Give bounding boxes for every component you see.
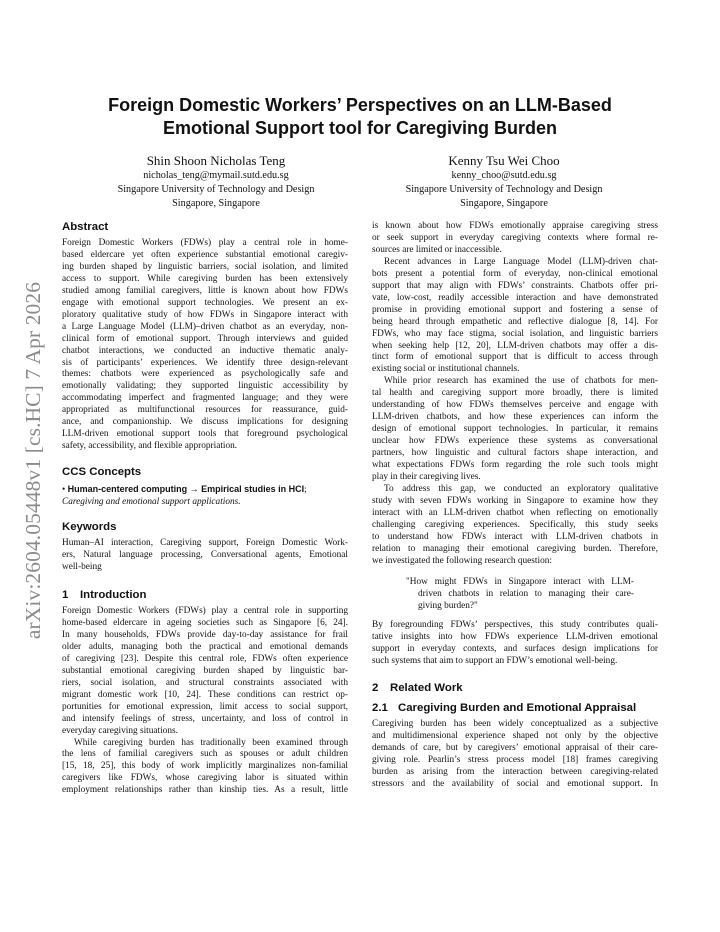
text-line: relation to managing their emotional caregiving burden. Therefore, (372, 543, 658, 554)
text-line: support that may align with FDWs’ constraints. Chatbots offer pri- (372, 280, 658, 291)
text-line: older adults, managing both the practical and emotional demands (62, 641, 348, 652)
research-question-quote (372, 576, 658, 612)
text-line: such systems that aim to support an FDW’s emotional well-being. (372, 655, 618, 666)
text-line: the lens of familial caregivers such as spouses or adult children (62, 749, 348, 760)
text-line: FDWs, who may face stigma, social isolation, and linguistic barriers (372, 328, 658, 339)
text-line: of caregiving [23]. Despite this central role, FDWs often experience (62, 653, 348, 664)
text-line: substantial emotional caregiving burden shaped by linguistic bar- (62, 665, 348, 676)
text-line: access to support. While caregiving burden has been extensively (62, 273, 348, 284)
text-line: tative insights into how FDWs experience LLM-driven emotional (372, 631, 658, 642)
text-line: caregivers like FDWs, whose caregiving labor is situated within (62, 773, 348, 784)
author-name: Kenny Tsu Wei Choo (448, 153, 560, 168)
section-title: Related Work (390, 682, 463, 695)
text-line: themes: chatbots were experienced as psychologically safe and (62, 369, 348, 380)
text-line: giving burden?" (418, 600, 478, 611)
text-line: challenging caregiving experiences. Specifically, this study seeks (372, 519, 658, 530)
author-email: nicholas_teng@mymail.sutd.edu.sg (143, 170, 289, 181)
ccs-concept-line (62, 483, 348, 496)
text-line: portunities for emotional expression, limit access to social support, (62, 701, 348, 712)
text-line: promise in providing emotional support and fostering a sense of (372, 304, 658, 315)
text-line: ance, and companionship. We discuss implications for designing (62, 417, 348, 428)
abstract-heading: Abstract (62, 221, 109, 233)
right-column (372, 221, 658, 791)
text-line: home-based eldercare in ageing societies such as Singapore [6, 24]. (62, 617, 348, 628)
section-number: 2 (372, 682, 379, 695)
abstract-body (62, 238, 348, 453)
text-line: existing social or institutional channels. (372, 364, 520, 375)
text-line: play in their caregiving lives. (372, 472, 481, 483)
text-line: what expectations FDWs form regarding the role such tools might (372, 460, 658, 471)
text-line: appropriated as multifunctional resources for reassurance, guid- (62, 405, 348, 416)
intro-paragraph-3 (372, 257, 658, 377)
intro-paragraph-4 (372, 376, 658, 484)
text-line: being heard through empathetic and reflective dialogue [8, 14]. For (372, 316, 658, 327)
author-block-1 (76, 152, 356, 211)
section-heading-introduction (62, 588, 348, 602)
text-line: unclear how FDWs experience these systems as conversational (372, 436, 658, 447)
text-line: is known about how FDWs emotionally appraise caregiving stress (372, 221, 658, 231)
author-location: Singapore, Singapore (460, 198, 548, 209)
text-line: While prior research has examined the use of chatbots for men- (384, 376, 658, 387)
text-line: support in everyday contexts, and surfaces design implications for (372, 643, 658, 654)
text-line: LLM-driven emotional support tools that foreground psychological (62, 429, 348, 440)
title-line: Foreign Domestic Workers’ Perspectives on an LLM-Based (108, 95, 612, 115)
text-line: Caregiving burden has been widely conceptualized as a subjective (372, 719, 658, 730)
ccs-concept-leaf: Empirical studies in HCI (201, 484, 305, 495)
text-line: design of emotional support technologies. In particular, it remains (372, 424, 658, 435)
keywords-body (62, 538, 348, 574)
text-line: LLM-driven chatbots, and how these experiences can inform the (372, 412, 658, 423)
text-line: In many households, FDWs provide day-to-day assistance for frail (62, 629, 348, 640)
text-line: study with seven FDWs working in Singapore to examine how they (372, 495, 658, 506)
author-block-2 (364, 152, 644, 211)
arxiv-identifier-stamp (16, 240, 52, 680)
intro-paragraph-2 (62, 738, 348, 798)
text-line: partners, how linguistic and cultural factors shape interaction, and (372, 448, 658, 459)
subsection-heading-caregiving-burden (372, 701, 658, 715)
related-work-paragraph-1 (372, 719, 658, 791)
intro-paragraph-2-continued (372, 221, 658, 257)
ccs-concept-application: Caregiving and emotional support applications. (62, 497, 241, 508)
text-line: While caregiving burden has traditionally been examined through (74, 737, 348, 748)
text-line: Recent advances in Large Language Model (LLM)-driven chat- (384, 256, 658, 267)
text-line: sources are limited or inaccessible. (372, 244, 502, 255)
text-line: ers, Natural language processing, Conversational agents, Emotional (62, 550, 348, 561)
text-line: Foreign Domestic Workers (FDWs) play a central role in home- (62, 238, 348, 248)
subsection-title: Caregiving Burden and Emotional Appraisal (398, 702, 637, 715)
text-line: vate, low-cost, readily accessible interaction and have demonstrated (372, 292, 658, 303)
text-line: bots present a potential form of everyday, non-clinical emotional (372, 268, 658, 279)
text-line: tal health and caregiving support more broadly, there is limited (372, 388, 658, 399)
text-line: when seeking help [12, 20], LLM-driven chatbots may offer a dis- (372, 340, 658, 351)
text-line: ing burden shaped by linguistic barriers, social isolation, and limited (62, 261, 348, 272)
text-line: everyday caregiving situations. (62, 725, 178, 736)
section-heading-related-work (372, 681, 658, 695)
text-line: burden as arising from the interaction between caregiving-related (372, 767, 658, 778)
text-line: safety, accessibility, and flexible appropriation. (62, 441, 238, 452)
text-line: [15, 18, 25], this body of work implicitly marginalizes non-familial (62, 761, 348, 772)
text-line: employment relationships rather than kinship ties. As a result, little (62, 785, 348, 796)
text-line: we investigated the following research question: (372, 555, 552, 566)
ccs-concept-italic (62, 496, 348, 508)
arrow-glyph: → (189, 485, 199, 496)
paper-title (60, 94, 660, 140)
text-line: to understand how FDWs interact with LLM-driven chatbots in (372, 531, 658, 542)
author-affiliation: Singapore University of Technology and Design (117, 184, 315, 195)
text-line: Foreign Domestic Workers (FDWs) play a central role in supporting (62, 606, 348, 617)
author-affiliation: Singapore University of Technology and Design (405, 184, 603, 195)
author-name: Shin Shoon Nicholas Teng (146, 153, 286, 168)
section-number: 1 (62, 589, 69, 602)
text-line: studied among familial caregivers, little is known about how FDWs (62, 285, 348, 296)
text-line: migrant domestic work [10, 24]. These conditions can restrict op- (62, 689, 348, 700)
ccs-terminator: ; (304, 485, 307, 496)
text-line: tinct form of emotional support that is difficult to access through (372, 352, 658, 363)
author-email: kenny_choo@sutd.edu.sg (451, 170, 557, 181)
text-line: based eldercare yet often experience substantial emotional caregiv- (62, 249, 348, 260)
bullet-glyph: • (62, 485, 66, 496)
text-line: and intensify feelings of stress, uncertainty, and loss of control in (62, 713, 348, 724)
text-line: giving role. Pearlin’s stress process model [18] frames caregiving (372, 755, 658, 766)
arxiv-identifier-text: arXiv:2604.05448v1 [cs.HC] 7 Apr 2026 (21, 281, 46, 639)
text-line: understanding of how FDWs themselves perceive and engage with (372, 400, 658, 411)
text-line: clinical form of emotional support. Through interviews and guided (62, 333, 348, 344)
text-line: "How might FDWs in Singapore interact with LLM- (406, 576, 634, 587)
text-line: demands of care, but by caregivers’ emotional appraisal of their care- (372, 743, 658, 754)
author-location: Singapore, Singapore (172, 198, 260, 209)
section-title: Introduction (80, 589, 147, 602)
title-line: Emotional Support tool for Caregiving Burden (163, 118, 557, 138)
text-line: accommodating imperfect and fragmented language; and they were (62, 393, 348, 404)
text-line: By foregrounding FDWs’ perspectives, this study contributes quali- (372, 619, 658, 630)
text-line: or seek support in everyday caregiving contexts where formal re- (372, 232, 658, 243)
text-line: To address this gap, we conducted an exploratory qualitative (384, 483, 658, 494)
text-line: ploratory qualitative study of how FDWs in Singapore interact with (62, 309, 348, 320)
intro-paragraph-6 (372, 620, 658, 668)
intro-paragraph-5 (372, 484, 658, 568)
text-line: sis of participants’ experiences. We identify three design-relevant (62, 357, 348, 368)
intro-paragraph-1 (62, 606, 348, 737)
text-line: engage with emotional support technologies. We present an ex- (62, 297, 348, 308)
text-line: a Large Language Model (LLM)–driven chatbot as an everyday, non- (62, 321, 348, 332)
keywords-heading: Keywords (62, 521, 117, 534)
text-line: chatbot interactions, we conducted an inductive thematic analy- (62, 345, 348, 356)
text-line: interact with an LLM-driven chatbot when reflecting on emotionally (372, 507, 658, 518)
subsection-number: 2.1 (372, 702, 388, 715)
text-line: driven chatbots in relation to managing their care- (418, 588, 634, 599)
left-column (62, 220, 348, 797)
ccs-heading: CCS Concepts (62, 466, 142, 479)
ccs-concept-root: Human-centered computing (67, 484, 188, 495)
text-line: emotionally validating; they supported linguistic accessibility by (62, 381, 348, 392)
text-line: stressors and the availability of social and emotional support. In (372, 779, 658, 790)
text-line: and multidimensional experience shaped not only by the objective (372, 731, 658, 742)
text-line: Human–AI interaction, Caregiving support, Foreign Domestic Work- (62, 538, 348, 549)
text-line: riers, social isolation, and structural constraints associated with (62, 677, 348, 688)
text-line: well-being (62, 562, 102, 573)
